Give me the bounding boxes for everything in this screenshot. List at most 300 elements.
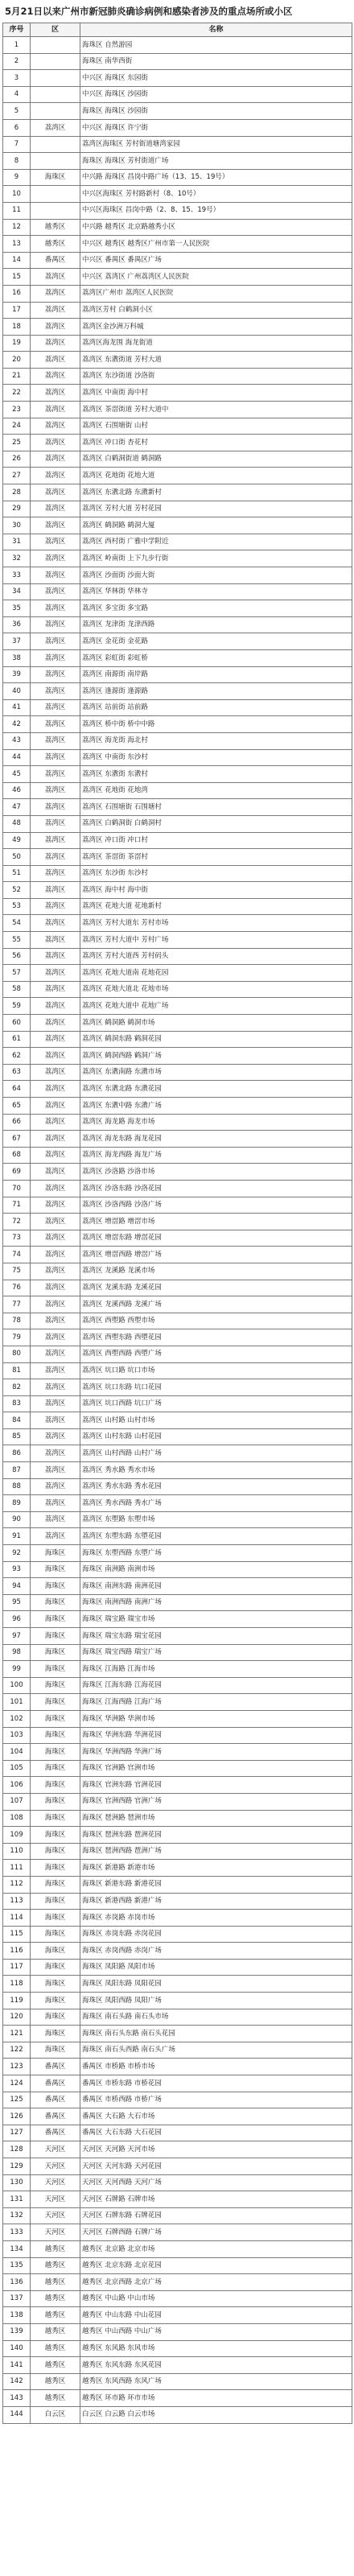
header-no: 序号 <box>3 23 31 37</box>
cell-name: 荔湾区 鹤洞西路 鹤洞广场 <box>80 1048 352 1065</box>
cell-district: 荔湾区 <box>31 468 80 484</box>
table-row <box>3 402 352 418</box>
cell-name: 越秀区 中山路 中山市场 <box>80 2290 352 2307</box>
cell-no: 26 <box>3 451 31 468</box>
cell-district: 天河区 <box>31 2224 80 2241</box>
cell-no: 85 <box>3 1428 31 1445</box>
table-row <box>3 1313 352 1329</box>
table-row <box>3 699 352 716</box>
table-row <box>3 2174 352 2191</box>
cell-district: 荔湾区 <box>31 385 80 402</box>
cell-district: 番禺区 <box>31 2092 80 2108</box>
cell-district: 荔湾区 <box>31 1296 80 1313</box>
table-row <box>3 236 352 253</box>
cell-district: 越秀区 <box>31 2257 80 2274</box>
cell-name: 荔湾区 海中村 海中街 <box>80 882 352 899</box>
cell-name: 海珠区 琶洲西路 琶洲广场 <box>80 1843 352 1860</box>
cell-name: 荔湾区 岭南街 上下九步行街 <box>80 550 352 567</box>
table-row <box>3 766 352 783</box>
table-row <box>3 202 352 219</box>
table-row <box>3 219 352 236</box>
cell-name: 海珠区 瑞宝路 瑞宝市场 <box>80 1611 352 1628</box>
cell-no: 67 <box>3 1131 31 1148</box>
cell-district <box>31 103 80 120</box>
table-row <box>3 2075 352 2092</box>
table-row <box>3 2207 352 2224</box>
cell-district: 荔湾区 <box>31 1428 80 1445</box>
table-row <box>3 2406 352 2423</box>
table-row <box>3 534 352 550</box>
cell-no: 133 <box>3 2224 31 2241</box>
cell-no: 28 <box>3 484 31 501</box>
cell-district: 天河区 <box>31 2158 80 2175</box>
cell-name: 荔湾区 西塱东路 西塱花园 <box>80 1329 352 1346</box>
cell-name: 荔湾区 东漖北路 东漖新村 <box>80 484 352 501</box>
cell-no: 18 <box>3 319 31 336</box>
table-row <box>3 1329 352 1346</box>
cell-district: 海珠区 <box>31 2026 80 2042</box>
cell-no: 108 <box>3 1810 31 1827</box>
cell-name: 荔湾区 花地街 花地湾 <box>80 782 352 799</box>
cell-no: 21 <box>3 368 31 385</box>
cell-name: 海珠区 江海西路 江海广场 <box>80 1694 352 1711</box>
cell-name: 天河区 天河东路 天河花园 <box>80 2158 352 2175</box>
cell-name: 荔湾区 坑口西路 坑口广场 <box>80 1395 352 1412</box>
table-row <box>3 435 352 451</box>
cell-name: 荔湾区 龙津街 龙津西路 <box>80 616 352 633</box>
cell-name: 荔湾区 海龙街 海北村 <box>80 732 352 749</box>
cell-district: 荔湾区 <box>31 1114 80 1131</box>
places-table <box>2 23 352 2424</box>
cell-no: 9 <box>3 169 31 186</box>
cell-name: 荔湾区 中南街 东沙村 <box>80 749 352 766</box>
cell-name: 番禺区 市桥路 市桥市场 <box>80 2059 352 2075</box>
cell-district: 荔湾区 <box>31 1280 80 1296</box>
header-district: 区 <box>31 23 80 37</box>
table-row <box>3 2240 352 2257</box>
cell-no: 90 <box>3 1511 31 1528</box>
cell-name: 海珠区 赤岗东路 赤岗花园 <box>80 1926 352 1943</box>
table-row <box>3 1810 352 1827</box>
table-row <box>3 567 352 584</box>
cell-no: 37 <box>3 633 31 650</box>
cell-no: 51 <box>3 865 31 882</box>
cell-name: 越秀区 东风路 东风市场 <box>80 2340 352 2357</box>
table-row <box>3 1428 352 1445</box>
cell-district: 荔湾区 <box>31 1180 80 1197</box>
cell-no: 5 <box>3 103 31 120</box>
cell-no: 96 <box>3 1611 31 1628</box>
cell-district: 海珠区 <box>31 1910 80 1927</box>
cell-district: 荔湾区 <box>31 865 80 882</box>
cell-name: 荔湾区 海龙路 海龙市场 <box>80 1114 352 1131</box>
table-row <box>3 1114 352 1131</box>
cell-district: 番禺区 <box>31 252 80 269</box>
cell-district: 海珠区 <box>31 1628 80 1645</box>
cell-name: 海珠区 琶洲东路 琶洲花园 <box>80 1827 352 1844</box>
cell-district: 荔湾区 <box>31 1048 80 1065</box>
cell-name: 海珠区 东塱西路 东塱广场 <box>80 1545 352 1562</box>
table-row <box>3 1280 352 1296</box>
cell-no: 42 <box>3 716 31 733</box>
cell-district: 荔湾区 <box>31 699 80 716</box>
cell-no: 97 <box>3 1628 31 1645</box>
cell-district: 荔湾区 <box>31 1131 80 1148</box>
cell-name: 荔湾区 秀水西路 秀水广场 <box>80 1495 352 1512</box>
cell-no: 89 <box>3 1495 31 1512</box>
cell-no: 92 <box>3 1545 31 1562</box>
cell-no: 80 <box>3 1346 31 1362</box>
cell-district: 海珠区 <box>31 1710 80 1727</box>
table-row <box>3 1644 352 1661</box>
cell-no: 101 <box>3 1694 31 1711</box>
cell-name: 海珠区 新港路 新港市场 <box>80 1860 352 1877</box>
cell-no: 65 <box>3 1098 31 1115</box>
cell-no: 95 <box>3 1594 31 1611</box>
cell-name: 海珠区 赤岗路 赤岗市场 <box>80 1910 352 1927</box>
cell-district: 海珠区 <box>31 1810 80 1827</box>
table-row <box>3 37 352 54</box>
table-row <box>3 666 352 683</box>
cell-no: 82 <box>3 1379 31 1396</box>
cell-district: 荔湾区 <box>31 815 80 832</box>
cell-district: 番禺区 <box>31 2108 80 2125</box>
cell-district: 荔湾区 <box>31 1445 80 1462</box>
cell-name: 海珠区 南石头路 南石头市场 <box>80 2009 352 2026</box>
cell-no: 52 <box>3 882 31 899</box>
cell-no: 70 <box>3 1180 31 1197</box>
cell-district: 海珠区 <box>31 2042 80 2059</box>
cell-no: 116 <box>3 1943 31 1960</box>
cell-name: 荔湾区 站前街 站前路 <box>80 699 352 716</box>
cell-district: 海珠区 <box>31 1976 80 1993</box>
table-row <box>3 1993 352 2009</box>
cell-no: 75 <box>3 1263 31 1280</box>
cell-district: 荔湾区 <box>31 782 80 799</box>
cell-district: 天河区 <box>31 2207 80 2224</box>
cell-district: 荔湾区 <box>31 716 80 733</box>
cell-district: 荔湾区 <box>31 501 80 517</box>
cell-district: 荔湾区 <box>31 269 80 286</box>
table-row <box>3 1926 352 1943</box>
cell-district: 天河区 <box>31 2141 80 2158</box>
cell-district: 海珠区 <box>31 169 80 186</box>
cell-district: 荔湾区 <box>31 998 80 1015</box>
cell-district: 海珠区 <box>31 2009 80 2026</box>
cell-no: 135 <box>3 2257 31 2274</box>
cell-no: 143 <box>3 2390 31 2407</box>
cell-no: 114 <box>3 1910 31 1927</box>
table-row <box>3 849 352 866</box>
cell-district: 荔湾区 <box>31 1362 80 1379</box>
cell-name: 中兴区海珠区 芳村路新村（8、10号） <box>80 186 352 203</box>
cell-no: 30 <box>3 517 31 534</box>
cell-no: 64 <box>3 1081 31 1098</box>
cell-no: 23 <box>3 402 31 418</box>
table-row <box>3 2092 352 2108</box>
cell-district: 荔湾区 <box>31 616 80 633</box>
document-title: 5月21日以来广州市新冠肺炎确诊病例和感染者涉及的重点场所或小区 <box>5 6 293 17</box>
cell-district: 荔湾区 <box>31 1098 80 1115</box>
table-row <box>3 319 352 336</box>
cell-no: 124 <box>3 2075 31 2092</box>
cell-name: 海珠区 凤阳东路 凤阳花园 <box>80 1976 352 1993</box>
table-row <box>3 1214 352 1230</box>
cell-name: 荔湾区 彩虹街 彩虹桥 <box>80 649 352 666</box>
cell-district: 荔湾区 <box>31 915 80 932</box>
table-row <box>3 1943 352 1960</box>
cell-name: 荔湾区 秀水东路 秀水花园 <box>80 1478 352 1495</box>
cell-no: 3 <box>3 70 31 87</box>
table-row <box>3 1230 352 1247</box>
table-row <box>3 252 352 269</box>
cell-name: 荔湾区金沙洲万科城 <box>80 319 352 336</box>
table-row <box>3 1081 352 1098</box>
cell-district: 荔湾区 <box>31 932 80 949</box>
cell-name: 荔湾区 鹤洞路 鹤洞市场 <box>80 1015 352 1032</box>
cell-district: 海珠区 <box>31 1993 80 2009</box>
table-row <box>3 1247 352 1263</box>
cell-district: 荔湾区 <box>31 1064 80 1081</box>
cell-name: 荔湾区 山村西路 山村广场 <box>80 1445 352 1462</box>
table-row <box>3 2059 352 2075</box>
table-row <box>3 2340 352 2357</box>
table-row <box>3 2108 352 2125</box>
cell-district: 越秀区 <box>31 2357 80 2374</box>
cell-name: 荔湾区 龙溪西路 龙溪广场 <box>80 1296 352 1313</box>
table-row <box>3 1445 352 1462</box>
table-row <box>3 302 352 319</box>
table-row <box>3 468 352 484</box>
table-row <box>3 1661 352 1678</box>
cell-district: 荔湾区 <box>31 981 80 998</box>
cell-district: 荔湾区 <box>31 368 80 385</box>
cell-name: 荔湾区 沙洛西路 沙洛广场 <box>80 1197 352 1214</box>
cell-district: 海珠区 <box>31 1594 80 1611</box>
cell-district: 荔湾区 <box>31 451 80 468</box>
cell-name: 海珠区 华洲东路 华洲花园 <box>80 1727 352 1744</box>
cell-district <box>31 53 80 70</box>
table-row <box>3 1578 352 1595</box>
cell-no: 111 <box>3 1860 31 1877</box>
table-row <box>3 1346 352 1362</box>
cell-name: 海珠区 琶洲路 琶洲市场 <box>80 1810 352 1827</box>
table-row <box>3 1694 352 1711</box>
cell-name: 荔湾区 增滘路 增滘市场 <box>80 1214 352 1230</box>
table-row <box>3 285 352 302</box>
table-row <box>3 1412 352 1429</box>
cell-name: 番禺区 大石路 大石市场 <box>80 2108 352 2125</box>
cell-no: 88 <box>3 1478 31 1495</box>
cell-no: 115 <box>3 1926 31 1943</box>
cell-name: 海珠区 官洲东路 官洲花园 <box>80 1777 352 1794</box>
cell-district: 荔湾区 <box>31 832 80 849</box>
cell-no: 11 <box>3 202 31 219</box>
cell-district: 越秀区 <box>31 219 80 236</box>
cell-name: 海珠区 南洲西路 南洲广场 <box>80 1594 352 1611</box>
cell-name: 荔湾区 逢源街 逢源路 <box>80 683 352 700</box>
cell-district: 海珠区 <box>31 1744 80 1761</box>
cell-name: 荔湾区 东漖街道 芳村大道 <box>80 352 352 369</box>
cell-no: 45 <box>3 766 31 783</box>
cell-district: 荔湾区 <box>31 402 80 418</box>
cell-district: 海珠区 <box>31 1760 80 1777</box>
cell-name: 越秀区 环市路 环市市场 <box>80 2390 352 2407</box>
cell-district: 荔湾区 <box>31 948 80 965</box>
table-row <box>3 716 352 733</box>
table-row <box>3 1362 352 1379</box>
cell-district: 荔湾区 <box>31 484 80 501</box>
cell-name: 荔湾区 山村路 山村市场 <box>80 1412 352 1429</box>
cell-name: 番禺区 大石东路 大石花园 <box>80 2125 352 2141</box>
cell-no: 15 <box>3 269 31 286</box>
table-row <box>3 550 352 567</box>
cell-name: 荔湾区 秀水路 秀水市场 <box>80 1462 352 1479</box>
cell-no: 24 <box>3 418 31 435</box>
table-row <box>3 1777 352 1794</box>
cell-district: 荔湾区 <box>31 1478 80 1495</box>
table-row <box>3 965 352 982</box>
table-row <box>3 1147 352 1164</box>
cell-district: 荔湾区 <box>31 1346 80 1362</box>
cell-no: 17 <box>3 302 31 319</box>
cell-name: 中兴区 海珠区 沙园街 <box>80 86 352 103</box>
table-row <box>3 799 352 816</box>
cell-district: 越秀区 <box>31 2390 80 2407</box>
cell-name: 荔湾区 金花街 金花路 <box>80 633 352 650</box>
cell-no: 94 <box>3 1578 31 1595</box>
cell-district: 荔湾区 <box>31 517 80 534</box>
table-row <box>3 1064 352 1081</box>
cell-district: 荔湾区 <box>31 1247 80 1263</box>
cell-no: 112 <box>3 1876 31 1893</box>
table-row <box>3 1843 352 1860</box>
table-row <box>3 2257 352 2274</box>
header-name: 名称 <box>80 23 352 37</box>
cell-district <box>31 136 80 153</box>
cell-district: 越秀区 <box>31 2274 80 2291</box>
cell-name: 荔湾区 东漖北路 东漖花园 <box>80 1081 352 1098</box>
cell-name: 荔湾区 芳村大道东 芳村市场 <box>80 915 352 932</box>
cell-no: 63 <box>3 1064 31 1081</box>
table-row <box>3 815 352 832</box>
table-row <box>3 352 352 369</box>
cell-no: 113 <box>3 1893 31 1910</box>
cell-district: 越秀区 <box>31 2340 80 2357</box>
cell-district: 荔湾区 <box>31 1495 80 1512</box>
cell-district: 荔湾区 <box>31 1379 80 1396</box>
cell-name: 越秀区 东风东路 东风花园 <box>80 2357 352 2374</box>
table-body <box>3 37 352 2424</box>
cell-no: 59 <box>3 998 31 1015</box>
cell-name: 番禺区 市桥西路 市桥广场 <box>80 2092 352 2108</box>
cell-no: 39 <box>3 666 31 683</box>
table-row <box>3 2323 352 2340</box>
cell-district: 荔湾区 <box>31 898 80 915</box>
cell-district: 荔湾区 <box>31 1528 80 1545</box>
cell-no: 142 <box>3 2373 31 2390</box>
cell-no: 141 <box>3 2357 31 2374</box>
cell-district: 荔湾区 <box>31 1412 80 1429</box>
table-row <box>3 2158 352 2175</box>
cell-no: 71 <box>3 1197 31 1214</box>
cell-no: 31 <box>3 534 31 550</box>
cell-district: 荔湾区 <box>31 418 80 435</box>
cell-district: 荔湾区 <box>31 1329 80 1346</box>
cell-no: 13 <box>3 236 31 253</box>
table-row <box>3 2274 352 2291</box>
cell-no: 38 <box>3 649 31 666</box>
table-row <box>3 981 352 998</box>
cell-no: 81 <box>3 1362 31 1379</box>
cell-name: 荔湾区 白鹤洞街 白鹤洞村 <box>80 815 352 832</box>
cell-name: 海珠区 新港东路 新港花园 <box>80 1876 352 1893</box>
cell-name: 荔湾区 茶滘街 茶滘村 <box>80 849 352 866</box>
cell-no: 6 <box>3 119 31 136</box>
cell-no: 57 <box>3 965 31 982</box>
cell-district: 荔湾区 <box>31 435 80 451</box>
cell-no: 125 <box>3 2092 31 2108</box>
table-row <box>3 683 352 700</box>
cell-name: 海珠区 南石头东路 南石头花园 <box>80 2026 352 2042</box>
cell-no: 86 <box>3 1445 31 1462</box>
cell-name: 荔湾区 东塱路 东塱市场 <box>80 1511 352 1528</box>
cell-no: 119 <box>3 1993 31 2009</box>
cell-name: 荔湾区 茶滘街道 芳村大道中 <box>80 402 352 418</box>
cell-district: 荔湾区 <box>31 302 80 319</box>
table-row <box>3 1031 352 1048</box>
cell-no: 35 <box>3 600 31 617</box>
table-row <box>3 385 352 402</box>
cell-district: 荔湾区 <box>31 849 80 866</box>
table-row <box>3 1379 352 1396</box>
table-row <box>3 2357 352 2374</box>
cell-no: 44 <box>3 749 31 766</box>
cell-no: 16 <box>3 285 31 302</box>
cell-no: 36 <box>3 616 31 633</box>
table-row <box>3 898 352 915</box>
table-row <box>3 2191 352 2208</box>
cell-name: 中兴区 番禺区 番禺区广场 <box>80 252 352 269</box>
cell-no: 129 <box>3 2158 31 2175</box>
table-row <box>3 484 352 501</box>
cell-no: 29 <box>3 501 31 517</box>
cell-name: 白云区 白云路 白云市场 <box>80 2406 352 2423</box>
cell-name: 荔湾区 桥中街 桥中中路 <box>80 716 352 733</box>
cell-name: 天河区 石牌东路 石牌花园 <box>80 2207 352 2224</box>
cell-no: 132 <box>3 2207 31 2224</box>
cell-no: 20 <box>3 352 31 369</box>
cell-name: 越秀区 中山东路 中山花园 <box>80 2307 352 2324</box>
cell-name: 荔湾区海龙围 海龙街道 <box>80 335 352 352</box>
cell-no: 22 <box>3 385 31 402</box>
cell-district: 荔湾区 <box>31 583 80 600</box>
table-row <box>3 2141 352 2158</box>
cell-name: 海珠区 华洲路 华洲市场 <box>80 1710 352 1727</box>
cell-district: 荔湾区 <box>31 1462 80 1479</box>
cell-district: 番禺区 <box>31 2075 80 2092</box>
table-row <box>3 1528 352 1545</box>
cell-district: 海珠区 <box>31 1827 80 1844</box>
cell-name: 荔湾区 南源街 南岸路 <box>80 666 352 683</box>
cell-no: 131 <box>3 2191 31 2208</box>
table-row <box>3 119 352 136</box>
table-row <box>3 2290 352 2307</box>
cell-name: 海珠区 南洲东路 南洲花园 <box>80 1578 352 1595</box>
cell-no: 1 <box>3 37 31 54</box>
table-row <box>3 2224 352 2241</box>
cell-district: 海珠区 <box>31 1545 80 1562</box>
